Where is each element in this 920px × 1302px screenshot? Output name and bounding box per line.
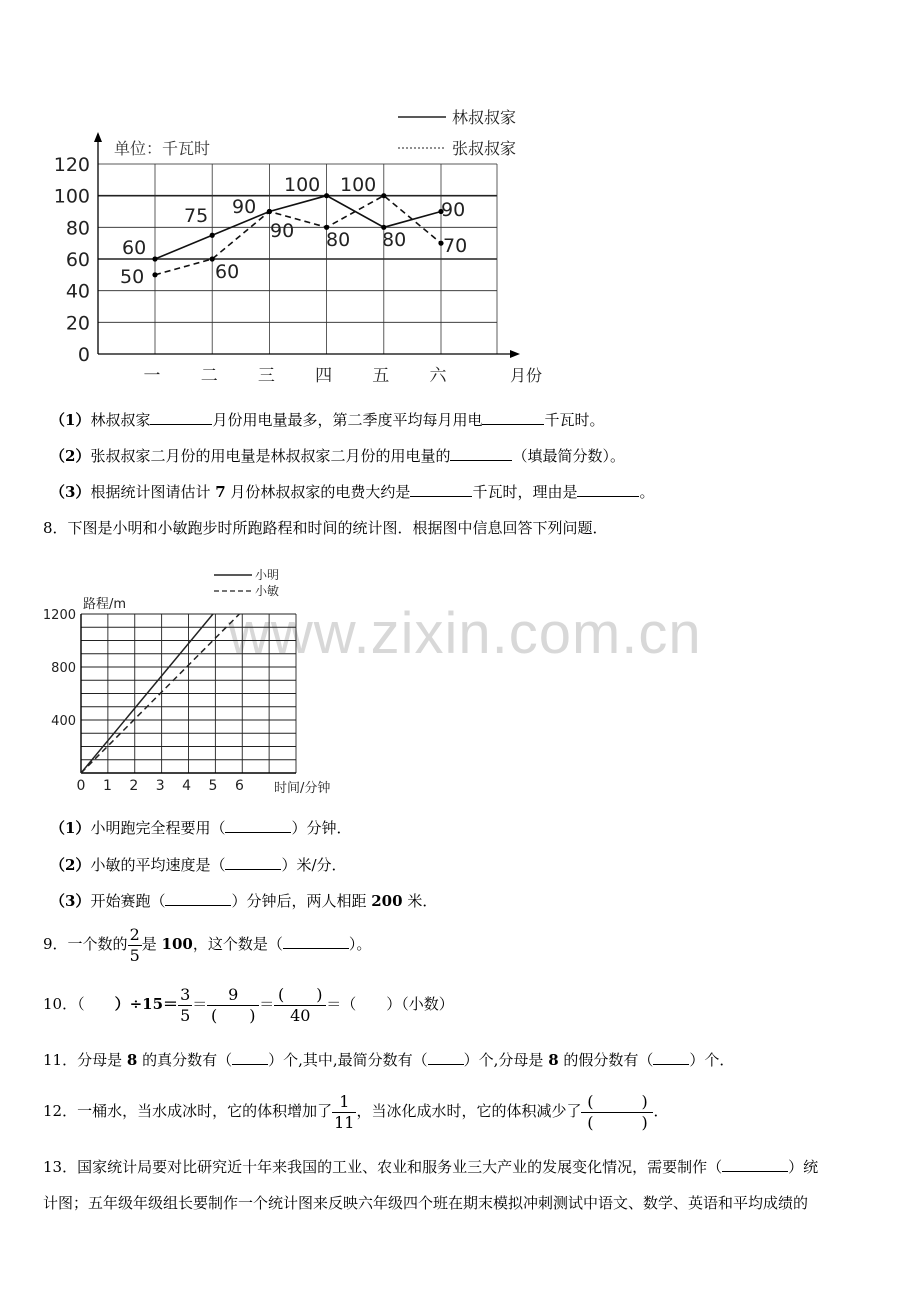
data-point <box>152 272 157 277</box>
q10: 10．（ ）÷15＝ $\frac{3}{5}$ ＝ $\frac{9}{( )}$ ＝ $\frac{( )}{40}$ ＝（ ）（小数） <box>43 984 454 1025</box>
x-axis-unit: 月份 <box>509 366 543 385</box>
y-axis-arrow <box>94 132 102 142</box>
q13-line2: 计图；五年级年级组长要制作一个统计图来反映六年级四个班在期末模拟冲刺测试中语文、数学、英语和平均成绩的 <box>43 1194 809 1212</box>
q8-part1: （1）小明跑完全程要用（ ）分钟． <box>50 819 352 837</box>
q8-part3: （3）开始赛跑（ ）分钟后，两人相距 200 米． <box>50 892 438 910</box>
data-point <box>152 256 157 261</box>
y-axis-label: 路程/m <box>83 597 127 612</box>
q7-part3: （3）根据统计图请估计 7 月份林叔叔家的电费大约是 千瓦时，理由是 。 <box>50 483 655 501</box>
x-tick-label: 6 <box>234 778 244 794</box>
y-tick-label: 80 <box>65 217 90 240</box>
q13-line1: 13．国家统计局要对比研究近十年来我国的工业、农业和服务业三大产业的发展变化情况，需要制作（ ）统 <box>43 1158 819 1176</box>
y-axis-unit: 单位：千瓦时 <box>114 139 211 158</box>
y-tick-label: 20 <box>65 312 90 335</box>
x-tick-label: 六 <box>429 366 447 386</box>
legend-label: 小敏 <box>255 584 280 598</box>
data-label: 80 <box>382 229 407 251</box>
y-tick-label: 120 <box>53 154 90 176</box>
y-tick-label: 100 <box>53 185 90 208</box>
q7-part2: （2）张叔叔家二月份的用电量是林叔叔家二月份的用电量的 （填最简分数）。 <box>50 447 625 465</box>
data-label: 90 <box>232 196 257 218</box>
q9-fraction: $\frac{2}{5}$ <box>129 924 140 965</box>
y-tick-label: 800 <box>51 661 76 676</box>
x-tick-label: 五 <box>372 366 390 386</box>
data-label: 60 <box>215 261 240 283</box>
data-label: 100 <box>340 174 377 196</box>
electricity-line-chart <box>40 100 560 395</box>
x-axis-arrow <box>510 350 520 358</box>
data-point <box>210 233 215 238</box>
q8-part2: （2）小敏的平均速度是（ ）米/分． <box>50 856 347 874</box>
data-point <box>324 193 329 198</box>
running-line-chart <box>40 560 370 800</box>
q12: 12．一桶水，当水成冰时，它的体积增加了 $\frac{1}{11}$ ，当冰化成水时，它的体积减少了 $\frac{( )}{( )}$ ． <box>43 1091 669 1132</box>
q7-part1: （1）林叔叔家 月份用电量最多，第二季度平均每月用电 千瓦时。 <box>50 411 605 429</box>
data-point <box>267 209 272 214</box>
x-tick-label: 3 <box>155 778 165 794</box>
q11: 11．分母是 8 的真分数有（ ）个,其中,最简分数有（ ）个,分母是 8 的假分数有（ ）个． <box>43 1051 735 1069</box>
q9: 9．一个数的 $\frac{2}{5}$ 是 100，这个数是（ ）。 <box>43 924 372 965</box>
x-tick-label: 四 <box>315 366 333 386</box>
watermark: www.zixin.com.cn <box>228 601 702 666</box>
q12-answer-fraction: $\frac{( )}{( )}$ <box>581 1092 653 1133</box>
x-tick-label: 二 <box>200 366 218 386</box>
data-label: 60 <box>122 237 147 259</box>
legend-label: 小明 <box>255 568 280 582</box>
data-label: 75 <box>184 205 209 227</box>
x-tick-label: 4 <box>182 778 192 794</box>
x-tick-label: 1 <box>102 778 112 794</box>
data-point <box>381 193 386 198</box>
data-label: 90 <box>441 199 466 221</box>
data-label: 80 <box>326 229 351 251</box>
x-tick-label: 0 <box>76 778 86 794</box>
y-tick-label: 400 <box>51 714 76 729</box>
data-label: 90 <box>270 220 295 242</box>
x-tick-label: 2 <box>129 778 139 794</box>
legend-label: 林叔叔家 <box>452 108 517 127</box>
x-axis-label: 时间/分钟 <box>274 781 331 796</box>
y-tick-label: 1200 <box>42 608 76 623</box>
legend-label: 张叔叔家 <box>452 139 517 158</box>
data-label: 70 <box>443 235 468 257</box>
y-tick-label: 0 <box>77 344 90 366</box>
x-tick-label: 一 <box>143 366 161 386</box>
y-tick-label: 60 <box>65 249 90 271</box>
y-tick-label: 40 <box>65 280 90 303</box>
data-label: 50 <box>120 266 145 288</box>
data-label: 100 <box>284 174 321 196</box>
x-tick-label: 三 <box>257 366 275 386</box>
x-tick-label: 5 <box>208 778 218 794</box>
q8-stem: 8．下图是小明和小敏跑步时所跑路程和时间的统计图．根据图中信息回答下列问题． <box>43 519 608 537</box>
